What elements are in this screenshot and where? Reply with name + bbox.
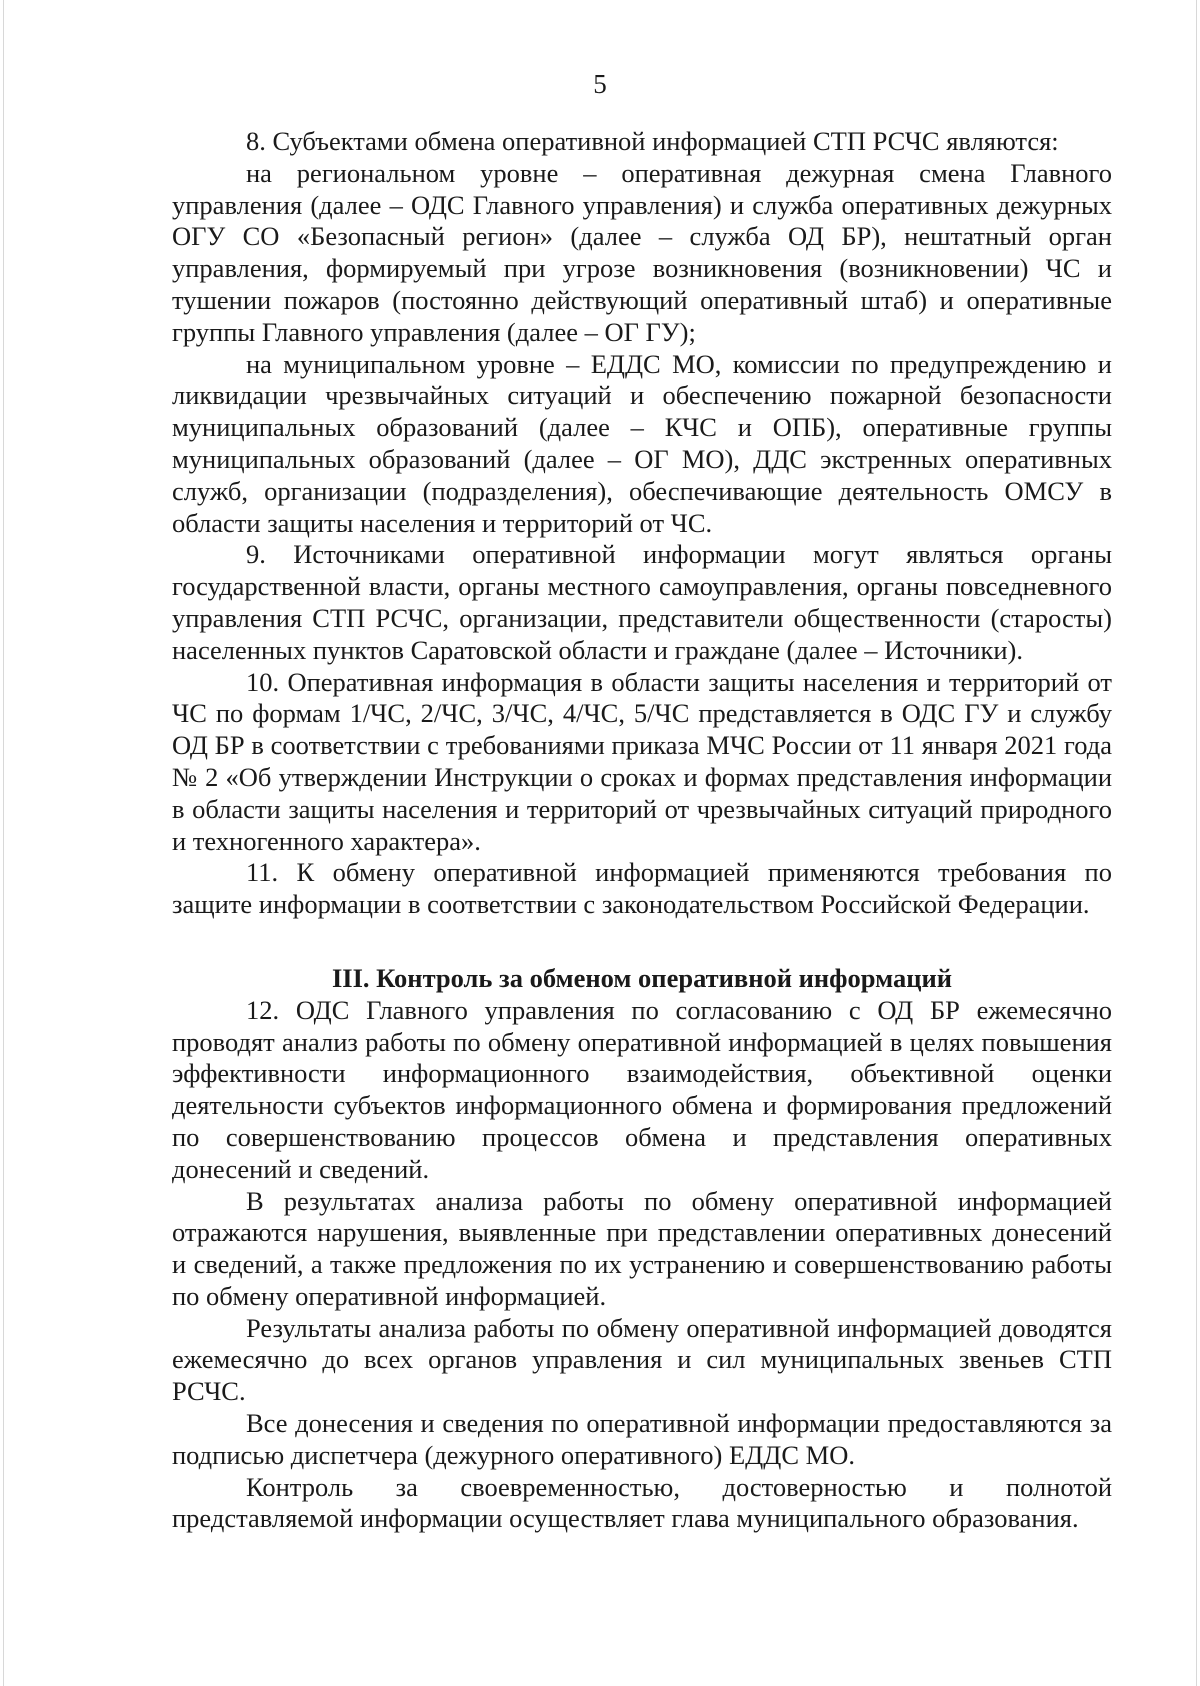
paragraph-item-9: 9. Источниками оперативной информации могут являться органы государственной власти, органы местного самоуправления, органы повседневного управления СТП РСЧС, организации, представители общественности (старосты) населенных пунктов Саратовской области и граждане (далее – Источники). bbox=[172, 539, 1112, 665]
page-number: 5 bbox=[593, 69, 607, 99]
scan-edge-right bbox=[1196, 0, 1197, 1686]
paragraph-item-12: 12. ОДС Главного управления по согласованию с ОД БР ежемесячно проводят анализ работы по обмену оперативной информацией в целях повышения эффективности информационного взаимодействия, объективной оценки деятельности субъектов информационного обмена и формирования предложений по совершенствованию процессов обмена и представления оперативных донесений и сведений. bbox=[172, 994, 1112, 1184]
paragraph-item-11: 11. К обмену оперативной информацией применяются требования по защите информации в соответствии с законодательством Российской Федерации. bbox=[172, 857, 1112, 920]
paragraph-results-distribution: Результаты анализа работы по обмену оперативной информацией доводятся ежемесячно до всех органов управления и сил муниципальных звеньев СТП РСЧС. bbox=[172, 1312, 1112, 1407]
paragraph-item-8: 8. Субъектами обмена оперативной информацией СТП РСЧС являются: bbox=[246, 126, 1059, 156]
paragraph-signature: Все донесения и сведения по оперативной информации предоставляются за подписью диспетчера (дежурного оперативного) ЕДДС МО. bbox=[172, 1408, 1112, 1470]
paragraph-item-10: 10. Оперативная информация в области защиты населения и территорий от ЧС по формам 1/ЧС, 2/ЧС, 3/ЧС, 4/ЧС, 5/ЧС представляется в ОДС ГУ и службу ОД БР в соответствии с требованиями приказа МЧС России от 11 января 2021 года № 2 «Об утверждении Инструкции о сроках и формах представления информации в области защиты населения и территорий от чрезвычайных ситуаций природного и техногенного характера». bbox=[172, 666, 1112, 856]
paragraph-analysis-results: В результатах анализа работы по обмену оперативной информацией отражаются нарушения, выявленные при представлении оперативных донесений и сведений, а также предложения по их устранению и совершенствованию работы по обмену оперативной информацией. bbox=[172, 1185, 1112, 1311]
paragraph-control: Контроль за своевременностью, достоверностью и полнотой представляемой информации осуществляет глава муниципального образования. bbox=[172, 1471, 1112, 1534]
scan-edge-left bbox=[3, 0, 4, 1686]
document-body bbox=[172, 126, 1112, 1535]
paragraph-municipal-level: на муниципальном уровне – ЕДДС МО, комиссии по предупреждению и ликвидации чрезвычайных ситуаций и обеспечению пожарной безопасности муниципальных образований (далее – КЧС и ОПБ), оперативные группы муниципальных образований (далее – ОГ МО), ДДС экстренных оперативных служб, организации (подразделения), обеспечивающие деятельность ОМСУ в области защиты населения и территорий от ЧС. bbox=[172, 348, 1112, 538]
section-heading: III. Контроль за обменом оперативной информаций bbox=[331, 962, 953, 993]
paragraph-regional-level: на региональном уровне – оперативная дежурная смена Главного управления (далее – ОДС Главного управления) и служба оперативных дежурных ОГУ СО «Безопасный регион» (далее – служба ОД БР), нештатный орган управления, формируемый при угрозе возникновения (возникновении) ЧС и тушении пожаров (постоянно действующий оперативный штаб) и оперативные группы Главного управления (далее – ОГ ГУ); bbox=[172, 157, 1112, 347]
